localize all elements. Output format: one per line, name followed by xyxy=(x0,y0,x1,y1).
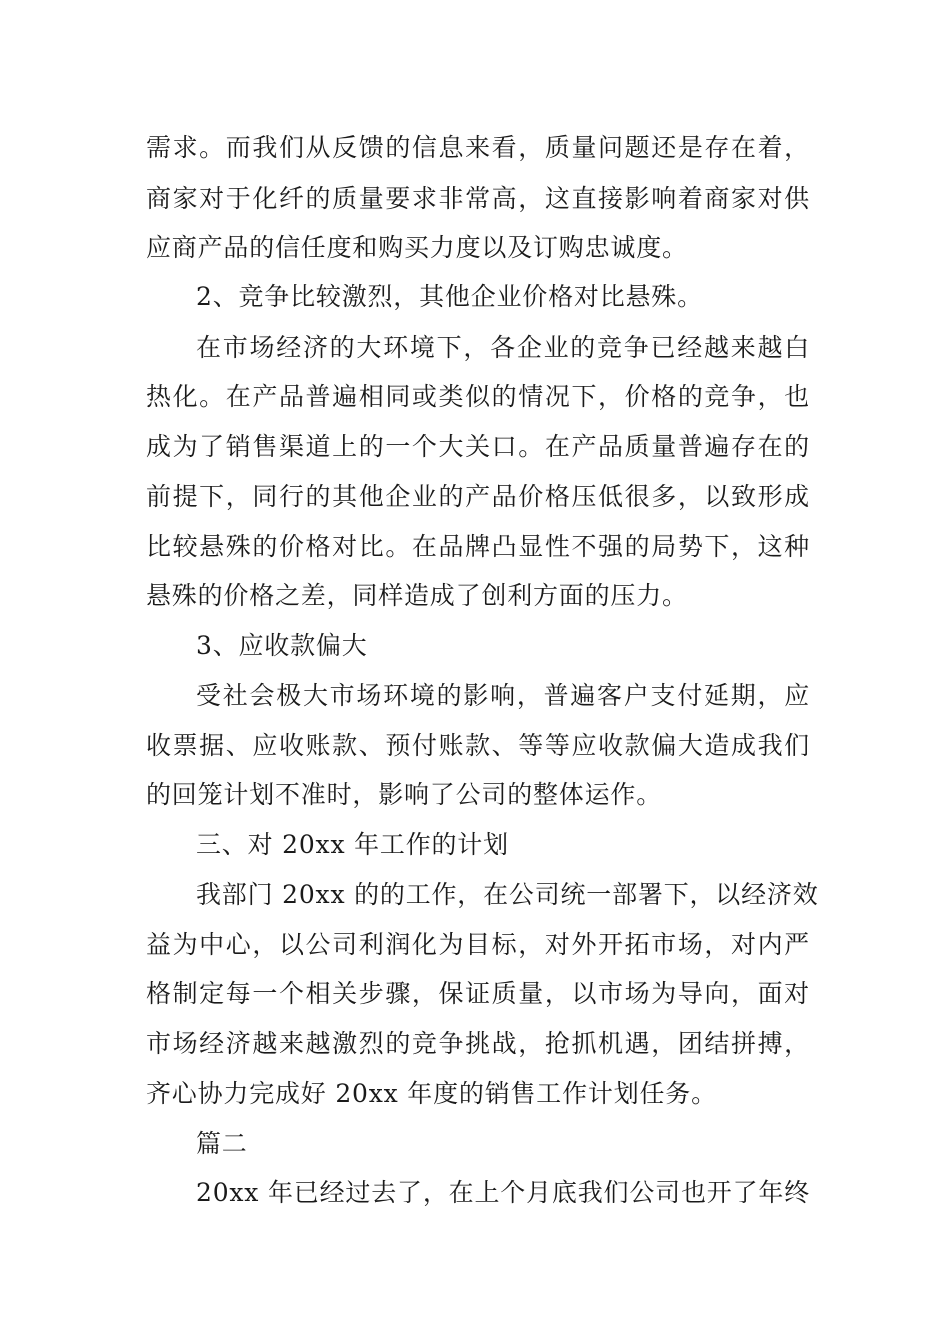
paragraph-line: 前提下，同行的其他企业的产品价格压低很多，以致形成 xyxy=(146,482,810,511)
paragraph-line: 20xx 年已经过去了，在上个月底我们公司也开了年终 xyxy=(196,1178,810,1207)
paragraph-line: 在市场经济的大环境下，各企业的竞争已经越来越白 xyxy=(196,333,810,362)
paragraph-line: 受社会极大市场环境的影响，普遍客户支付延期，应 xyxy=(196,681,810,710)
paragraph-line: 商家对于化纤的质量要求非常高，这直接影响着商家对供 xyxy=(146,184,810,213)
paragraph-line: 比较悬殊的价格对比。在品牌凸显性不强的局势下，这种 xyxy=(146,532,810,561)
paragraph-line: 收票据、应收账款、预付账款、等等应收款偏大造成我们 xyxy=(146,731,810,760)
paragraph-line: 市场经济越来越激烈的竞争挑战，抢抓机遇，团结拼搏， xyxy=(146,1029,810,1058)
paragraph-line: 我部门 20xx 的的工作，在公司统一部署下，以经济效 xyxy=(196,880,819,909)
section-heading: 三、对 20xx 年工作的计划 xyxy=(196,830,509,859)
paragraph-line: 的回笼计划不准时，影响了公司的整体运作。 xyxy=(146,780,663,809)
section-heading: 2、竞争比较激烈，其他企业价格对比悬殊。 xyxy=(196,282,703,311)
paragraph-line: 益为中心，以公司利润化为目标，对外开拓市场，对内严 xyxy=(146,930,810,959)
paragraph-line: 需求。而我们从反馈的信息来看，质量问题还是存在着， xyxy=(146,133,810,162)
paragraph-line: 应商产品的信任度和购买力度以及订购忠诚度。 xyxy=(146,233,688,262)
section-heading: 篇二 xyxy=(196,1129,248,1158)
paragraph-line: 悬殊的价格之差，同样造成了创利方面的压力。 xyxy=(146,581,688,610)
section-heading: 3、应收款偏大 xyxy=(196,631,368,660)
paragraph-line: 格制定每一个相关步骤，保证质量，以市场为导向，面对 xyxy=(146,979,810,1008)
paragraph-line: 齐心协力完成好 20xx 年度的销售工作计划任务。 xyxy=(146,1079,717,1108)
paragraph-line: 热化。在产品普遍相同或类似的情况下，价格的竞争，也 xyxy=(146,382,810,411)
paragraph-line: 成为了销售渠道上的一个大关口。在产品质量普遍存在的 xyxy=(146,432,810,461)
